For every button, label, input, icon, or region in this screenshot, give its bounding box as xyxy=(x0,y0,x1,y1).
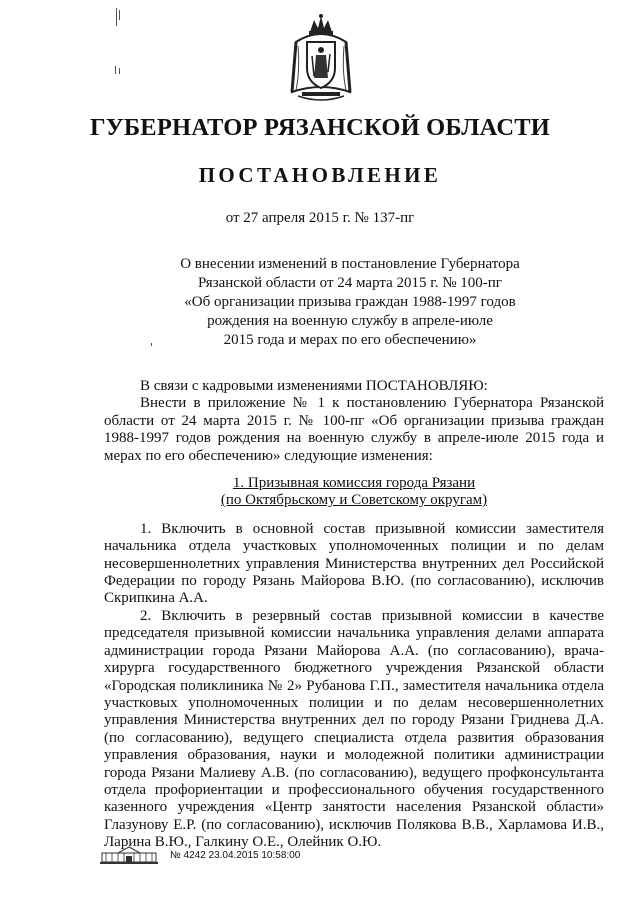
subject-line: рождения на военную службу в апреле-июле xyxy=(207,313,493,329)
document-subject xyxy=(160,255,540,350)
document-type: ПОСТАНОВЛЕНИЕ xyxy=(198,163,442,187)
clause-paragraph: Внести в приложение № 1 к постановлению Губернатора Рязанской области от 24 марта 2015 г. № 100-пг «Об организации призыва граждан 1988-1997 годов рождения на военную службу в апреле-июле 2015 года и мерах по его обеспечению» следующие изменения: xyxy=(104,395,604,464)
scan-artifact xyxy=(151,343,152,346)
scan-artifact xyxy=(119,68,120,74)
scan-artifact xyxy=(115,66,116,74)
intro-paragraph: В связи с кадровыми изменениями ПОСТАНОВЛЯЮ: xyxy=(140,378,488,394)
registration-number-timestamp: № 4242 23.04.2015 10:58:00 xyxy=(170,850,301,861)
coat-of-arms-icon xyxy=(288,12,354,102)
scan-artifact xyxy=(119,10,120,20)
subject-line: Рязанской области от 24 марта 2015 г. № 100-пг xyxy=(198,275,502,291)
section-heading xyxy=(104,475,604,510)
issuing-authority: ГУБЕРНАТОР РЯЗАНСКОЙ ОБЛАСТИ xyxy=(89,114,551,141)
subject-line: 2015 года и мерах по его обеспечению» xyxy=(223,332,477,348)
section-heading-line: 1. Призывная комиссия города Рязани xyxy=(232,475,476,492)
document-body xyxy=(104,378,604,852)
item-paragraph: 2. Включить в резервный состав призывной комиссии в качестве председателя призывной комиссии начальника управления делами аппарата администрации города Рязани Майорова А.А. (по согласованию), врача-хирурга государственного бюджетного учреждения Рязанской области «Городская поликлиника № 2» Рубанова Г.П., заместителя начальника отдела участковых уполномоченных полиции и по делам несовершеннолетних управления Министерства внутренних дел по городу Рязани Гриднева Д.А. (по согласованию), ведущего специалиста отдела развития образования управления образования, науки и молодежной политики администрации города Рязани Малиеву А.В. (по согласованию), ведущего профконсультанта отдела профориентации и профессионального обучения государственного казенного учреждения «Центр занятости населения Рязанской области» Глазунову Е.Р. (по согласованию), исключив Полякова В.В., Харламова И.В., Ларина В.Ю., Галкину О.Е., Олейник О.Ю. xyxy=(104,607,604,851)
subject-line: «Об организации призыва граждан 1988-1997 годов xyxy=(184,294,516,310)
subject-line: О внесении изменений в постановление Губернатора xyxy=(180,256,520,272)
item-paragraph: 1. Включить в основной состав призывной комиссии заместителя начальника отдела участковых уполномоченных полиции и по делам несовершеннолетних управления Министерства внутренних дел Российской Федерации по городу Рязань Майорова В.Ю. (по согласованию), исключив Скрипкина А.А. xyxy=(104,520,604,607)
scan-artifact xyxy=(116,8,117,26)
printer-building-icon xyxy=(100,845,158,865)
document-date-number: от 27 апреля 2015 г. № 137-пг xyxy=(225,210,415,226)
registration-footer xyxy=(100,845,360,865)
section-heading-line: (по Октябрьскому и Советскому округам) xyxy=(220,492,488,509)
